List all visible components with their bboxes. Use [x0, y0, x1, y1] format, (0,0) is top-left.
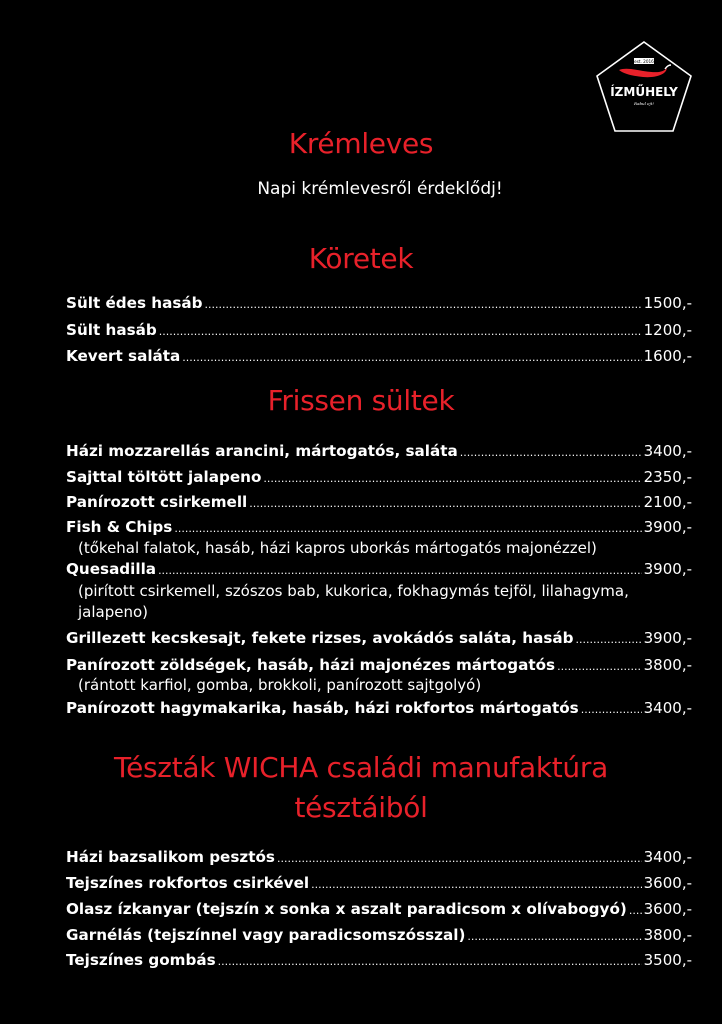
fried-title: Frissen sültek: [267, 384, 455, 417]
item-name: Házi mozzarellás arancini, mártogatós, saláta: [66, 442, 458, 460]
item-description: (pirított csirkemell, szószos bab, kukorica, fokhagymás tejföl, lilahagyma,: [78, 582, 629, 600]
item-name: Garnélás (tejszínnel vagy paradicsomszósszal): [66, 926, 466, 944]
item-name: Sült édes hasáb: [66, 294, 203, 312]
item-description: (rántott karfiol, gomba, brokkoli, panírozott sajtgolyó): [78, 676, 482, 694]
menu-item: [66, 899, 692, 921]
menu-item: [66, 517, 692, 539]
item-price: 2350,-: [643, 468, 692, 486]
menu-item: [66, 559, 692, 581]
leader-dots: [174, 519, 641, 539]
leader-dots: [159, 322, 642, 342]
menu-item: [66, 628, 692, 650]
menu-item: [66, 925, 692, 947]
item-price: 3900,-: [643, 560, 692, 578]
item-name: Fish & Chips: [66, 518, 173, 536]
menu-item: [66, 346, 692, 368]
item-price: 3900,-: [643, 629, 692, 647]
item-price: 3400,-: [643, 848, 692, 866]
item-price: 3400,-: [643, 442, 692, 460]
item-name: Sajttal töltött jalapeno: [66, 468, 262, 486]
leader-dots: [629, 901, 642, 921]
leader-dots: [575, 630, 641, 650]
leader-dots: [263, 469, 641, 489]
item-price: 1600,-: [643, 347, 692, 365]
item-price: 1500,-: [643, 294, 692, 312]
leader-dots: [182, 348, 641, 368]
menu-item: [66, 873, 692, 895]
izmuhely-logo: [593, 39, 695, 135]
item-name: Panírozott csirkemell: [66, 493, 248, 511]
logo-name: ÍZMŰHELY: [610, 85, 678, 99]
item-price: 3900,-: [643, 518, 692, 536]
item-name: Grillezett kecskesajt, fekete rizses, avokádós saláta, hasáb: [66, 629, 574, 647]
item-name: Házi bazsalikom pesztós: [66, 848, 275, 866]
leader-dots: [158, 561, 642, 581]
item-price: 3500,-: [643, 951, 692, 969]
item-price: 3600,-: [643, 900, 692, 918]
menu-item: [66, 441, 692, 463]
item-name: Kevert saláta: [66, 347, 181, 365]
menu-item: [66, 467, 692, 489]
item-name: Olasz ízkanyar (tejszín x sonka x aszalt paradicsom x olívabogyó): [66, 900, 627, 918]
menu-item: [66, 698, 692, 720]
item-description-cont: jalapeno): [78, 603, 149, 621]
menu-item: [66, 320, 692, 342]
menu-item: [66, 293, 692, 315]
leader-dots: [249, 494, 641, 514]
item-price: 2100,-: [643, 493, 692, 511]
menu-item: [66, 492, 692, 514]
soup-note: Napi krémlevesről érdeklődj!: [257, 179, 503, 199]
leader-dots: [311, 875, 642, 895]
item-name: Panírozott hagymakarika, hasáb, házi rokfortos mártogatós: [66, 699, 579, 717]
item-price: 3800,-: [643, 656, 692, 674]
menu-item: [66, 950, 692, 972]
chili-icon: [619, 65, 671, 77]
item-description: (tőkehal falatok, hasáb, házi kapros uborkás mártogatós majonézzel): [78, 539, 597, 557]
pasta-title: Tészták WICHA családi manufaktúra: [114, 751, 608, 784]
sides-title: Köretek: [308, 242, 414, 275]
item-price: 3800,-: [643, 926, 692, 944]
item-name: Panírozott zöldségek, hasáb, házi majonézes mártogatós: [66, 656, 556, 674]
item-price: 3600,-: [643, 874, 692, 892]
leader-dots: [277, 849, 642, 869]
leader-dots: [218, 952, 642, 972]
item-price: 1200,-: [643, 321, 692, 339]
pasta-title-cont: tésztáiból: [294, 791, 428, 824]
item-price: 3400,-: [643, 699, 692, 717]
item-name: Tejszínes rokfortos csirkével: [66, 874, 310, 892]
soup-title: Krémleves: [288, 127, 434, 160]
leader-dots: [460, 443, 642, 463]
leader-dots: [467, 927, 641, 947]
item-name: Tejszínes gombás: [66, 951, 216, 969]
logo-tagline: Rabul ejt!: [634, 101, 654, 106]
menu-item: [66, 847, 692, 869]
leader-dots: [205, 295, 642, 315]
item-name: Sült hasáb: [66, 321, 157, 339]
leader-dots: [581, 700, 642, 720]
item-name: Quesadilla: [66, 560, 157, 578]
logo-est: est. 2016: [634, 59, 654, 64]
